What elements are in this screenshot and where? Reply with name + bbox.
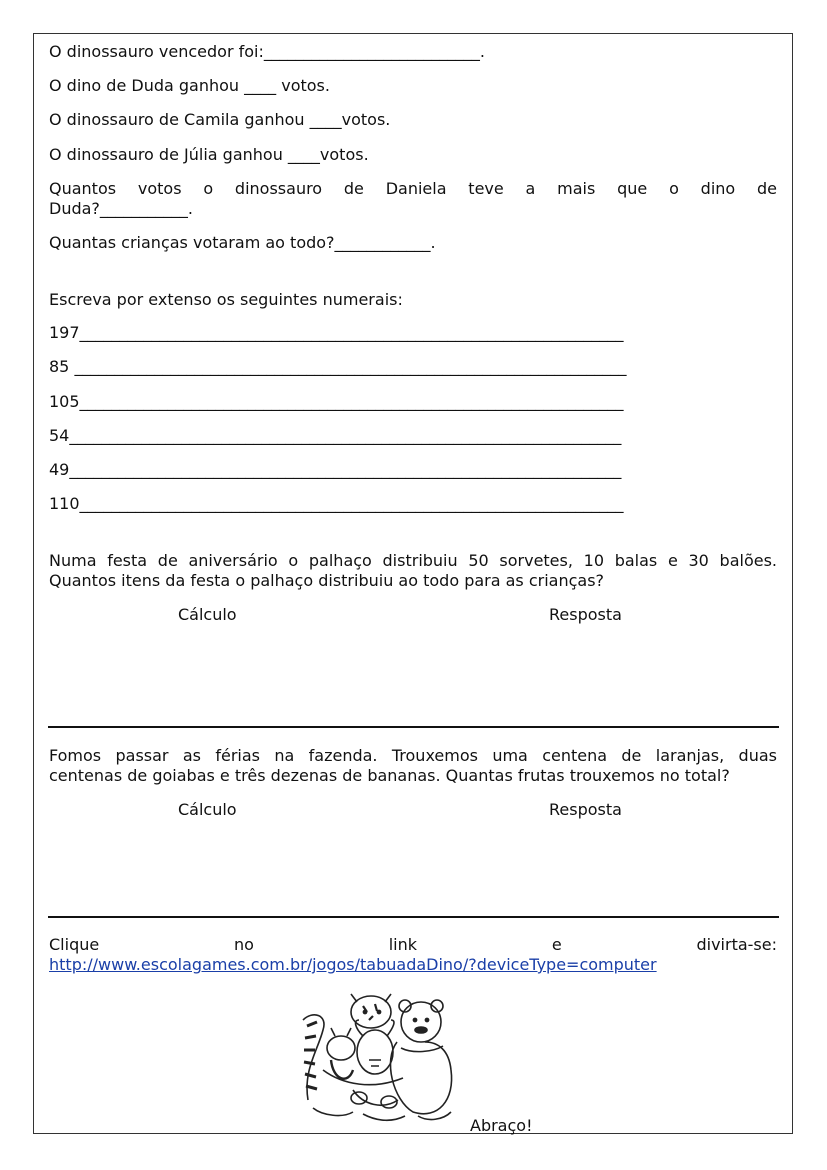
question-daniela-line2: Duda?___________. <box>49 199 193 218</box>
question-julia: O dinossauro de Júlia ganhou ____votos. <box>49 145 369 164</box>
click-instruction: Clique no link e divirta-se: <box>49 935 777 954</box>
problem1-line1: Numa festa de aniversário o palhaço distribuiu 50 sorvetes, 10 balas e 30 balões. <box>49 551 777 570</box>
problem2-line1: Fomos passar as férias na fazenda. Trouxemos uma centena de laranjas, duas <box>49 746 777 765</box>
question-daniela-line1: Quantos votos o dinossauro de Daniela teve a mais que o dino de <box>49 179 777 198</box>
problem2-answer-label: Resposta <box>549 800 622 819</box>
numerals-instruction: Escreva por extenso os seguintes numerais: <box>49 290 403 309</box>
cartoon-friends-illustration <box>293 990 465 1130</box>
numeral-line: 49_____________________________________________________________________ <box>49 460 622 479</box>
problem2-line2: centenas de goiabas e três dezenas de bananas. Quantas frutas trouxemos no total? <box>49 766 730 785</box>
problem2-calc-label: Cálculo <box>178 800 237 819</box>
problem1-line2: Quantos itens da festa o palhaço distribuiu ao todo para as crianças? <box>49 571 605 590</box>
game-link[interactable]: http://www.escolagames.com.br/jogos/tabuadaDino/?deviceType=computer <box>49 955 657 974</box>
divider <box>48 916 779 918</box>
numeral-line: 85 _____________________________________________________________________ <box>49 357 627 376</box>
divider <box>48 726 779 728</box>
numeral-line: 105____________________________________________________________________ <box>49 392 624 411</box>
problem1-calc-label: Cálculo <box>178 605 237 624</box>
question-winner: O dinossauro vencedor foi:___________________________. <box>49 42 485 61</box>
closing-text: Abraço! <box>470 1116 533 1135</box>
question-total: Quantas crianças votaram ao todo?____________. <box>49 233 436 252</box>
numeral-line: 54_____________________________________________________________________ <box>49 426 622 445</box>
question-camila: O dinossauro de Camila ganhou ____votos. <box>49 110 391 129</box>
numeral-line: 197____________________________________________________________________ <box>49 323 624 342</box>
question-duda: O dino de Duda ganhou ____ votos. <box>49 76 330 95</box>
numeral-line: 110____________________________________________________________________ <box>49 494 624 513</box>
problem1-answer-label: Resposta <box>549 605 622 624</box>
